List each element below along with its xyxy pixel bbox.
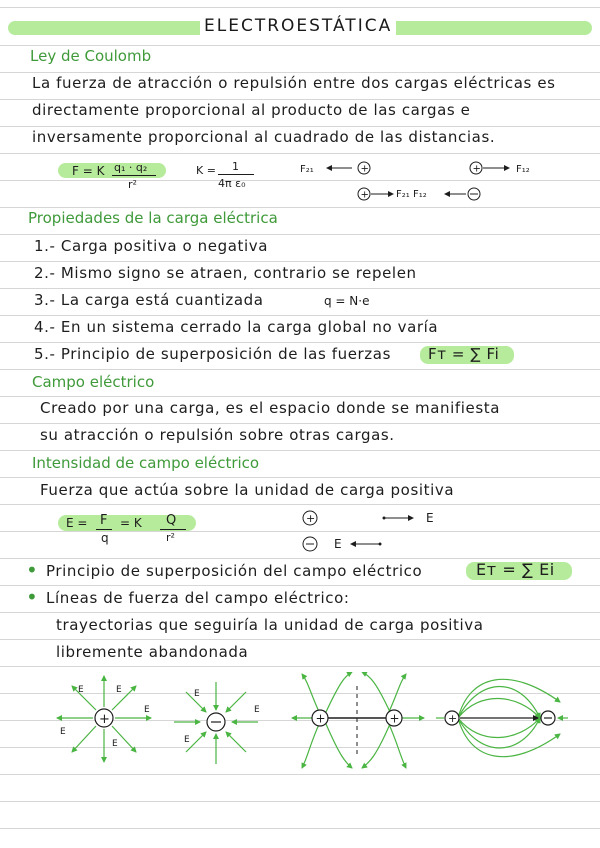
e-label: E [334, 537, 342, 551]
svg-text:E: E [184, 735, 190, 745]
svg-text:E: E [254, 705, 260, 715]
svg-text:+: + [472, 163, 481, 175]
coulomb-line-2: directamente proporcional al producto de las cargas e [32, 101, 471, 119]
field-direction-diagram [296, 506, 466, 554]
svg-text:E: E [112, 739, 118, 749]
intensity-formula-r2: r² [166, 531, 175, 544]
property-item-1: 1.- Carga positiva o negativa [34, 237, 269, 255]
svg-text:+: + [306, 512, 316, 525]
svg-text:E: E [60, 727, 66, 737]
svg-text:E: E [78, 685, 84, 695]
quantized-formula: q = N·e [324, 294, 370, 308]
field-lines-diagrams [40, 672, 580, 782]
intensity-formula-Q: Q [166, 513, 177, 528]
svg-text:+: + [360, 163, 369, 175]
coulomb-force-diagram [290, 150, 550, 206]
field-line-2: su atracción o repulsión sobre otras cargas. [40, 426, 395, 444]
intensity-fraction-bar-2 [160, 529, 186, 530]
k-constant-denominator: 4π ε₀ [218, 177, 246, 190]
coulomb-formula-denominator: r² [128, 178, 137, 191]
intensity-formula-lhs: E = [66, 516, 88, 530]
coulomb-formula-lhs: F = K [72, 164, 105, 178]
svg-text:+: + [99, 712, 110, 727]
field-lines-desc-2: libremente abandonada [56, 643, 249, 661]
bullet-icon: • [26, 558, 38, 582]
k-fraction-bar [218, 174, 254, 175]
coulomb-heading: Ley de Coulomb [30, 47, 152, 65]
svg-text:E: E [144, 705, 150, 715]
k-constant-numerator: 1 [232, 160, 239, 173]
page-title: ELECTROESTÁTICA [200, 16, 396, 36]
coulomb-fraction-bar [112, 175, 156, 176]
field-heading: Campo eléctrico [32, 373, 155, 391]
field-lines-heading: Líneas de fuerza del campo eléctrico: [46, 589, 350, 607]
svg-text:+: + [389, 711, 400, 726]
k-constant-lhs: K = [196, 164, 216, 177]
intensity-formula-f: F [100, 513, 108, 528]
coulomb-line-1: La fuerza de atracción o repulsión entre dos cargas eléctricas es [32, 74, 556, 92]
intensity-heading: Intensidad de campo eléctrico [32, 454, 260, 472]
intensity-fraction-bar-1 [96, 529, 112, 530]
svg-text:E: E [116, 685, 122, 695]
bullet-icon: • [26, 585, 38, 609]
svg-text:+: + [315, 711, 326, 726]
field-lines-desc-1: trayectorias que seguiría la unidad de carga positiva [56, 616, 484, 634]
f21-label: F₂₁ [300, 164, 314, 175]
intensity-line: Fuerza que actúa sobre la unidad de carga positiva [40, 481, 455, 499]
intensity-formula-eq2: = K [120, 516, 142, 530]
property-item-2: 2.- Mismo signo se atraen, contrario se repelen [34, 264, 417, 282]
property-item-5: 5.- Principio de superposición de las fuerzas [34, 345, 391, 363]
svg-text:+: + [360, 189, 369, 201]
e-label: E [426, 511, 434, 525]
svg-text:E: E [194, 689, 200, 699]
f21-f12-label: F₂₁ F₁₂ [396, 189, 427, 200]
properties-heading: Propiedades de la carga eléctrica [28, 209, 278, 227]
coulomb-formula-numerator: q₁ · q₂ [114, 161, 148, 174]
coulomb-line-3: inversamente proporcional al cuadrado de las distancias. [32, 128, 496, 146]
svg-text:+: + [448, 712, 458, 725]
property-item-3: 3.- La carga está cuantizada [34, 291, 264, 309]
field-line-1: Creado por una carga, es el espacio donde se manifiesta [40, 399, 501, 417]
property-item-4: 4.- En un sistema cerrado la carga global no varía [34, 318, 439, 336]
field-superposition-formula: Eт = ∑ Ei [476, 560, 555, 579]
f12-label: F₁₂ [516, 164, 530, 175]
force-superposition-formula: Fт = ∑ Fi [428, 345, 500, 363]
intensity-formula-q: q [101, 531, 109, 545]
field-superposition-line: Principio de superposición del campo eléctrico [46, 562, 423, 580]
